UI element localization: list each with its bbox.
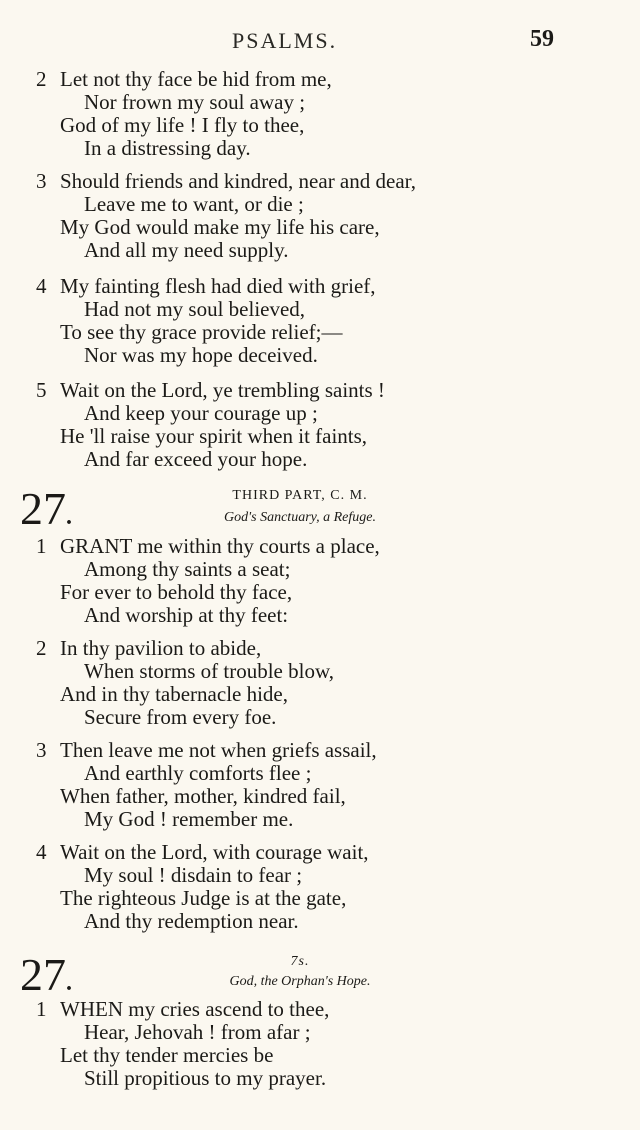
stanza-line-text: Should friends and kindred, near and dear, [60,169,417,193]
stanza-line-3: When father, mother, kindred fail, [60,784,346,808]
stanza-line-4: In a distressing day. [84,136,251,160]
hymn-number-text: 27 [20,949,66,1000]
page-number: 59 [530,26,554,52]
stanza-line-3: My God would make my life his care, [60,215,380,239]
stanza-line-text: GRANT me within thy courts a place, [60,534,380,558]
hymn-meter: THIRD PART, C. M. [232,488,368,503]
hymn-meter: 7s. [290,954,310,969]
stanza-line-4: Nor was my hope deceived. [84,343,318,367]
stanza-line-1 [36,739,616,762]
running-head: PSALMS. [232,28,338,53]
hymn-subtitle: God, the Orphan's Hope. [229,974,371,989]
stanza-line-text: Wait on the Lord, ye trembling saints ! [60,378,385,402]
hymn1-stanza-4 [36,841,616,933]
stanza-line-1 [36,170,616,193]
stanza-line-3: To see thy grace provide relief;— [60,320,343,344]
hymn-number-dot: . [66,504,72,530]
stanza-line-1 [36,637,616,660]
stanza-line-2: Had not my soul believed, [84,297,306,321]
stanza-line-3: He 'll raise your spirit when it faints, [60,424,368,448]
hymn2-stanza-1 [36,998,616,1090]
stanza-line-2: Leave me to want, or die ; [84,192,304,216]
stanza-line-text: Let not thy face be hid from me, [60,67,332,91]
hymn1-stanza-2 [36,637,616,729]
hymn-number-dot: . [66,970,72,996]
stanza-line-1 [36,998,616,1021]
stanza-line-2: Hear, Jehovah ! from afar ; [84,1020,311,1044]
stanza-number: 4 [36,274,47,298]
stanza-line-1 [36,379,616,402]
stanza-line-2: And keep your courage up ; [84,401,318,425]
stanza-line-text: Then leave me not when griefs assail, [60,738,377,762]
hymn-number [20,483,72,540]
stanza-top-2 [36,68,616,160]
stanza-line-3: For ever to behold thy face, [60,580,293,604]
stanza-number: 4 [36,840,47,864]
stanza-line-3: And in thy tabernacle hide, [60,682,289,706]
stanza-line-4: And worship at thy feet: [84,603,289,627]
stanza-line-4: Secure from every foe. [84,705,277,729]
stanza-line-4: And all my need supply. [84,238,289,262]
stanza-line-2: Nor frown my soul away ; [84,90,306,114]
stanza-number: 1 [36,534,47,558]
stanza-line-2: When storms of trouble blow, [84,659,335,683]
hymn1-stanza-1 [36,535,616,627]
stanza-number: 2 [36,67,47,91]
stanza-number: 3 [36,169,47,193]
stanza-number: 1 [36,997,47,1021]
stanza-top-4 [36,275,616,367]
stanza-line-2: My soul ! disdain to fear ; [84,863,303,887]
hymn-subtitle: God's Sanctuary, a Refuge. [224,510,376,525]
stanza-top-5 [36,379,616,471]
stanza-line-text: In thy pavilion to abide, [60,636,262,660]
stanza-number: 3 [36,738,47,762]
stanza-line-2: And earthly comforts flee ; [84,761,312,785]
stanza-number: 5 [36,378,47,402]
stanza-top-3 [36,170,616,262]
stanza-line-3: Let thy tender mercies be [60,1043,274,1067]
stanza-line-4: Still propitious to my prayer. [84,1066,327,1090]
stanza-line-text: My fainting flesh had died with grief, [60,274,376,298]
page-header [0,26,640,56]
stanza-line-2: Among thy saints a seat; [84,557,291,581]
hymn-number-text: 27 [20,483,66,534]
stanza-line-3: The righteous Judge is at the gate, [60,886,347,910]
stanza-line-text: Wait on the Lord, with courage wait, [60,840,369,864]
stanza-line-1 [36,275,616,298]
stanza-line-1 [36,535,616,558]
stanza-line-3: God of my life ! I fly to thee, [60,113,305,137]
stanza-line-1 [36,68,616,91]
stanza-line-4: And far exceed your hope. [84,447,308,471]
stanza-line-4: My God ! remember me. [84,807,294,831]
stanza-line-4: And thy redemption near. [84,909,299,933]
hymn1-stanza-3 [36,739,616,831]
stanza-line-1 [36,841,616,864]
stanza-line-text: WHEN my cries ascend to thee, [60,997,330,1021]
stanza-number: 2 [36,636,47,660]
